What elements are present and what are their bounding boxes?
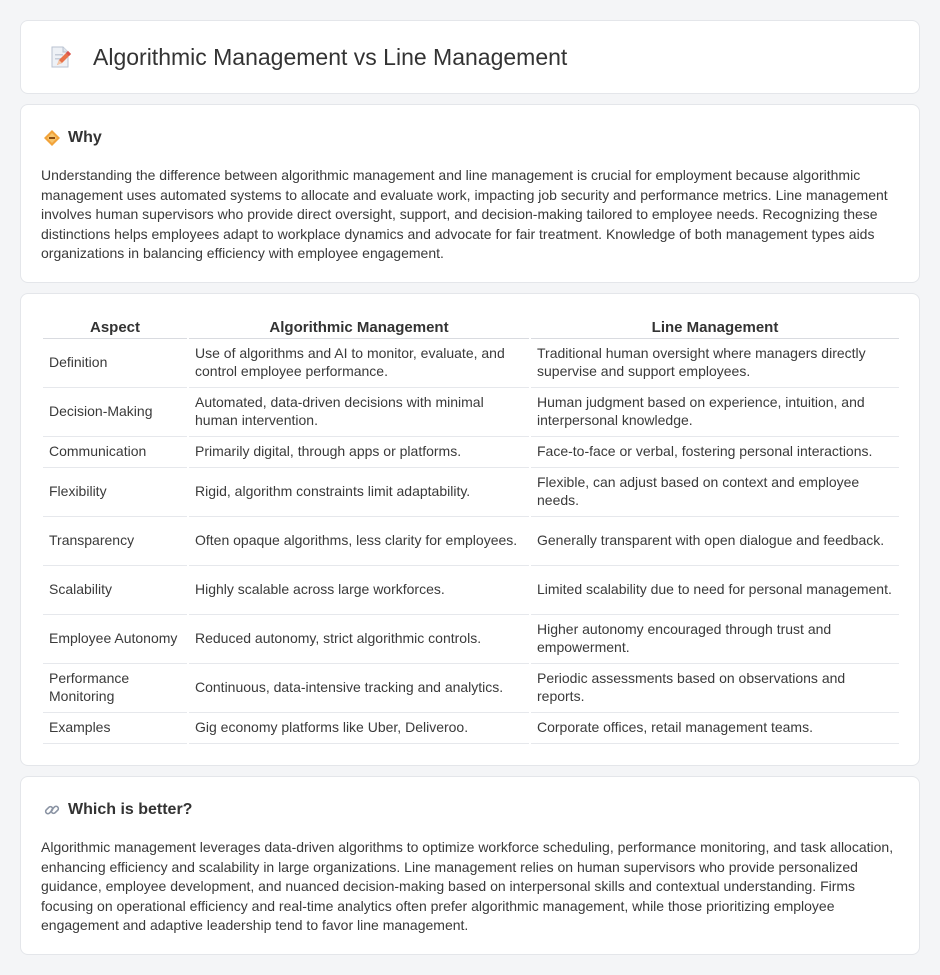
table-row xyxy=(43,614,899,663)
algorithmic-cell: Gig economy platforms like Uber, Deliveroo. xyxy=(188,712,530,743)
better-card xyxy=(20,776,920,955)
table-row xyxy=(43,387,899,436)
table-row xyxy=(43,467,899,516)
line-cell: Face-to-face or verbal, fostering personal interactions. xyxy=(530,436,899,467)
page-title: Algorithmic Management vs Line Management xyxy=(93,43,568,70)
algorithmic-cell: Highly scalable across large workforces. xyxy=(188,565,530,614)
why-paragraph: Understanding the difference between algorithmic management and line management is crucial for employment because algorithmic management uses automated systems to allocate and evaluate work, impacting job security and performance metrics. Line management involves human supervisors who provide direct oversight, support, and decision-making tailored to employee needs. Recognizing these distinctions helps employees adapt to workplace dynamics and advocate for fair treatment. Knowledge of both management types aids organizations in balancing efficiency with employee engagement. xyxy=(41,167,888,262)
line-cell: Corporate offices, retail management teams. xyxy=(530,712,899,743)
line-cell: Higher autonomy encouraged through trust and empowerment. xyxy=(530,614,899,663)
line-cell: Periodic assessments based on observations and reports. xyxy=(530,663,899,712)
aspect-cell: Employee Autonomy xyxy=(43,614,188,663)
algorithmic-cell: Automated, data-driven decisions with minimal human intervention. xyxy=(188,387,530,436)
algorithmic-cell: Continuous, data-intensive tracking and analytics. xyxy=(188,663,530,712)
why-heading: Why xyxy=(68,129,102,146)
diamond-signal-icon xyxy=(43,129,61,147)
table-row xyxy=(43,565,899,614)
line-cell: Human judgment based on experience, intuition, and interpersonal knowledge. xyxy=(530,387,899,436)
table-row xyxy=(43,712,899,743)
table-header-row xyxy=(43,317,899,338)
aspect-cell: Transparency xyxy=(43,516,188,565)
why-card xyxy=(20,104,920,283)
algorithmic-cell: Use of algorithms and AI to monitor, evaluate, and control employee performance. xyxy=(188,338,530,387)
aspect-cell: Definition xyxy=(43,338,188,387)
column-header-algorithmic: Algorithmic Management xyxy=(188,317,530,338)
line-cell: Limited scalability due to need for personal management. xyxy=(530,565,899,614)
link-icon xyxy=(43,801,61,819)
table-row xyxy=(43,338,899,387)
line-cell: Flexible, can adjust based on context and employee needs. xyxy=(530,467,899,516)
table-row xyxy=(43,663,899,712)
algorithmic-cell: Rigid, algorithm constraints limit adaptability. xyxy=(188,467,530,516)
comparison-card xyxy=(20,293,920,766)
aspect-cell: Flexibility xyxy=(43,467,188,516)
aspect-cell: Decision-Making xyxy=(43,387,188,436)
aspect-cell: Communication xyxy=(43,436,188,467)
line-cell: Generally transparent with open dialogue and feedback. xyxy=(530,516,899,565)
line-cell: Traditional human oversight where managers directly supervise and support employees. xyxy=(530,338,899,387)
title-card xyxy=(20,20,920,94)
table-row xyxy=(43,436,899,467)
aspect-cell: Performance Monitoring xyxy=(43,663,188,712)
comparison-table xyxy=(43,317,899,744)
algorithmic-cell: Often opaque algorithms, less clarity for employees. xyxy=(188,516,530,565)
better-heading: Which is better? xyxy=(68,801,193,818)
document-pencil-icon xyxy=(47,44,73,70)
column-header-line: Line Management xyxy=(530,317,899,338)
algorithmic-cell: Reduced autonomy, strict algorithmic controls. xyxy=(188,614,530,663)
aspect-cell: Scalability xyxy=(43,565,188,614)
algorithmic-cell: Primarily digital, through apps or platforms. xyxy=(188,436,530,467)
aspect-cell: Examples xyxy=(43,712,188,743)
better-paragraph: Algorithmic management leverages data-driven algorithms to optimize workforce scheduling, performance monitoring, and task allocation, enhancing efficiency and scalability in large organizations. Line management relies on human supervisors who provide personalized guidance, employee development, and nuanced decision-making based on interpersonal skills and contextual understanding. Firms focusing on operational efficiency and real-time analytics often prefer algorithmic management, while those prioritizing employee engagement and adaptive leadership tend to favor line management. xyxy=(41,839,894,934)
table-row xyxy=(43,516,899,565)
column-header-aspect: Aspect xyxy=(43,317,188,338)
